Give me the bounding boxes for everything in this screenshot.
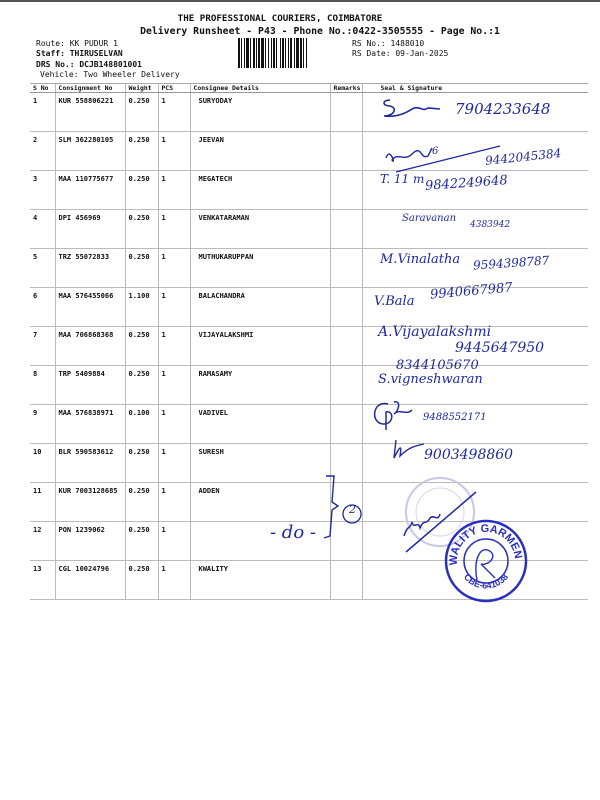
- barcode-bar: [307, 38, 308, 68]
- cell-consignment: KUR 7003128685: [55, 483, 125, 522]
- cell-consignee: SURYODAY: [190, 93, 330, 132]
- phone-9: 9488552171: [423, 412, 487, 423]
- cell-weight: 0.250: [125, 249, 158, 288]
- cell-weight: 0.250: [125, 522, 158, 561]
- cell-remarks: [330, 210, 362, 249]
- cell-consignment: CGL 10024796: [55, 561, 125, 600]
- signature-4: Saravanan: [402, 213, 457, 224]
- cell-pcs: 1: [158, 483, 190, 522]
- phone-7: 9445647950: [455, 340, 545, 356]
- cell-sno: 7: [30, 327, 55, 366]
- cell-consignment: SLM 362280105: [55, 132, 125, 171]
- phone-5: 9594398787: [472, 253, 550, 273]
- cell-pcs: 1: [158, 288, 190, 327]
- signature-1: [380, 96, 445, 125]
- vehicle-label: Vehicle: Two Wheeler Delivery: [40, 70, 180, 79]
- signature-7: A.Vijayalakshmi: [378, 324, 492, 340]
- cell-weight: 0.250: [125, 483, 158, 522]
- cell-sno: 1: [30, 93, 55, 132]
- cell-consignee: MUTHUKARUPPAN: [190, 249, 330, 288]
- col-sno: S No: [30, 84, 55, 93]
- cell-remarks: [330, 288, 362, 327]
- cell-consignee: ADDEN: [190, 483, 330, 522]
- col-pcs: PCS: [158, 84, 190, 93]
- cell-pcs: 1: [158, 249, 190, 288]
- table-header-row: [30, 84, 588, 93]
- cell-remarks: [330, 327, 362, 366]
- cell-pcs: 1: [158, 171, 190, 210]
- cell-weight: 0.250: [125, 132, 158, 171]
- signature-5: M.Vinalatha: [380, 252, 461, 267]
- cell-consignment: MAA 110775677: [55, 171, 125, 210]
- cell-weight: 0.250: [125, 366, 158, 405]
- count-mark: 2: [349, 503, 356, 516]
- cell-consignment: MAA 706868368: [55, 327, 125, 366]
- phone-10: 9003498860: [424, 447, 514, 463]
- phone-6: 9940667987: [429, 280, 514, 303]
- runsheet-subtitle: Delivery Runsheet - P43 - Phone No.:0422-3505555 - Page No.:1: [140, 26, 500, 37]
- cell-remarks: [330, 249, 362, 288]
- cell-consignment: TRZ 55072833: [55, 249, 125, 288]
- table-row: [30, 366, 588, 405]
- cell-consignee: RAMASAMY: [190, 366, 330, 405]
- cell-consignee: JEEVAN: [190, 132, 330, 171]
- col-signature: Seal & Signature: [362, 84, 588, 93]
- phone-3: 9842249648: [424, 173, 509, 194]
- cell-weight: 0.250: [125, 210, 158, 249]
- cell-weight: 0.250: [125, 561, 158, 600]
- cell-weight: 0.250: [125, 171, 158, 210]
- cell-sno: 11: [30, 483, 55, 522]
- cell-consignment: PON 1239062: [55, 522, 125, 561]
- cell-sno: 9: [30, 405, 55, 444]
- cell-weight: 0.250: [125, 93, 158, 132]
- company-seal-stamp: [443, 518, 529, 608]
- signature-9: [368, 398, 418, 436]
- rs-number: RS No.: 1488010: [352, 39, 425, 48]
- phone-4: 4383942: [470, 220, 511, 230]
- cell-remarks: [330, 405, 362, 444]
- cell-sno: 6: [30, 288, 55, 327]
- cell-sno: 10: [30, 444, 55, 483]
- cell-weight: 0.100: [125, 405, 158, 444]
- cell-pcs: 1: [158, 93, 190, 132]
- cell-consignment: MAA 576838971: [55, 405, 125, 444]
- cell-consignee: KWALITY: [190, 561, 330, 600]
- cell-pcs: 1: [158, 522, 190, 561]
- signature-6: V.Bala: [374, 294, 415, 309]
- cell-sno: 12: [30, 522, 55, 561]
- phone-2: 9442045384: [484, 146, 562, 168]
- ditto-mark: - do -: [270, 522, 316, 543]
- cell-remarks: [330, 366, 362, 405]
- svg-text:CBE-641038: CBE-641038: [461, 571, 511, 591]
- cell-weight: 1.100: [125, 288, 158, 327]
- cell-consignee: BALACHANDRA: [190, 288, 330, 327]
- cell-sno: 2: [30, 132, 55, 171]
- cell-pcs: 1: [158, 327, 190, 366]
- cell-consignee: VENKATARAMAN: [190, 210, 330, 249]
- cell-remarks: [330, 171, 362, 210]
- table-row: [30, 483, 588, 522]
- cell-pcs: 1: [158, 561, 190, 600]
- company-title: THE PROFESSIONAL COURIERS, COIMBATORE: [177, 13, 383, 24]
- barcode: [238, 38, 338, 68]
- col-remarks: Remarks: [330, 84, 362, 93]
- drs-number: DRS No.: DCJB148801001: [36, 60, 142, 69]
- cell-consignee: VADIVEL: [190, 405, 330, 444]
- cell-sno: 13: [30, 561, 55, 600]
- svg-text:KWALITY GARMENTS: WALITY GARMEN: [447, 522, 525, 566]
- scan-edge: [0, 0, 600, 2]
- col-consignee: Consignee Details: [190, 84, 330, 93]
- brace-mark: [322, 472, 372, 546]
- table-row: [30, 405, 588, 444]
- staff-label: Staff: THIRUSELVAN: [36, 49, 123, 58]
- cell-consignment: MAA 576455066: [55, 288, 125, 327]
- route-label: Route: KK PUDUR 1: [36, 39, 118, 48]
- cell-consignee: VIJAYALAKSHMI: [190, 327, 330, 366]
- cell-remarks: [330, 561, 362, 600]
- col-consignment: Consignment No: [55, 84, 125, 93]
- cell-pcs: 1: [158, 366, 190, 405]
- cell-sno: 8: [30, 366, 55, 405]
- cell-pcs: 1: [158, 444, 190, 483]
- cell-weight: 0.250: [125, 327, 158, 366]
- cell-weight: 0.250: [125, 444, 158, 483]
- signature-8: S.vigneshwaran: [378, 372, 483, 387]
- cell-pcs: 1: [158, 405, 190, 444]
- cell-consignment: KUR 558806221: [55, 93, 125, 132]
- phone-8: 8344105670: [396, 358, 479, 373]
- rs-date: RS Date: 09-Jan-2025: [352, 49, 449, 58]
- cell-consignee: MEGATECH: [190, 171, 330, 210]
- cell-pcs: 1: [158, 132, 190, 171]
- signature-3: T. 11 m: [380, 172, 425, 186]
- cell-remarks: [330, 132, 362, 171]
- cell-remarks: [330, 93, 362, 132]
- cell-sno: 3: [30, 171, 55, 210]
- cell-consignee: SURESH: [190, 444, 330, 483]
- cell-consignment: DPI 456969: [55, 210, 125, 249]
- cell-pcs: 1: [158, 210, 190, 249]
- cell-sno: 5: [30, 249, 55, 288]
- cell-sno: 4: [30, 210, 55, 249]
- phone-1: 7904233648: [455, 100, 551, 118]
- col-weight: Weight: [125, 84, 158, 93]
- cell-consignment: TRP 5409884: [55, 366, 125, 405]
- cell-consignment: BLR 590583612: [55, 444, 125, 483]
- svg-text:6: 6: [432, 146, 439, 157]
